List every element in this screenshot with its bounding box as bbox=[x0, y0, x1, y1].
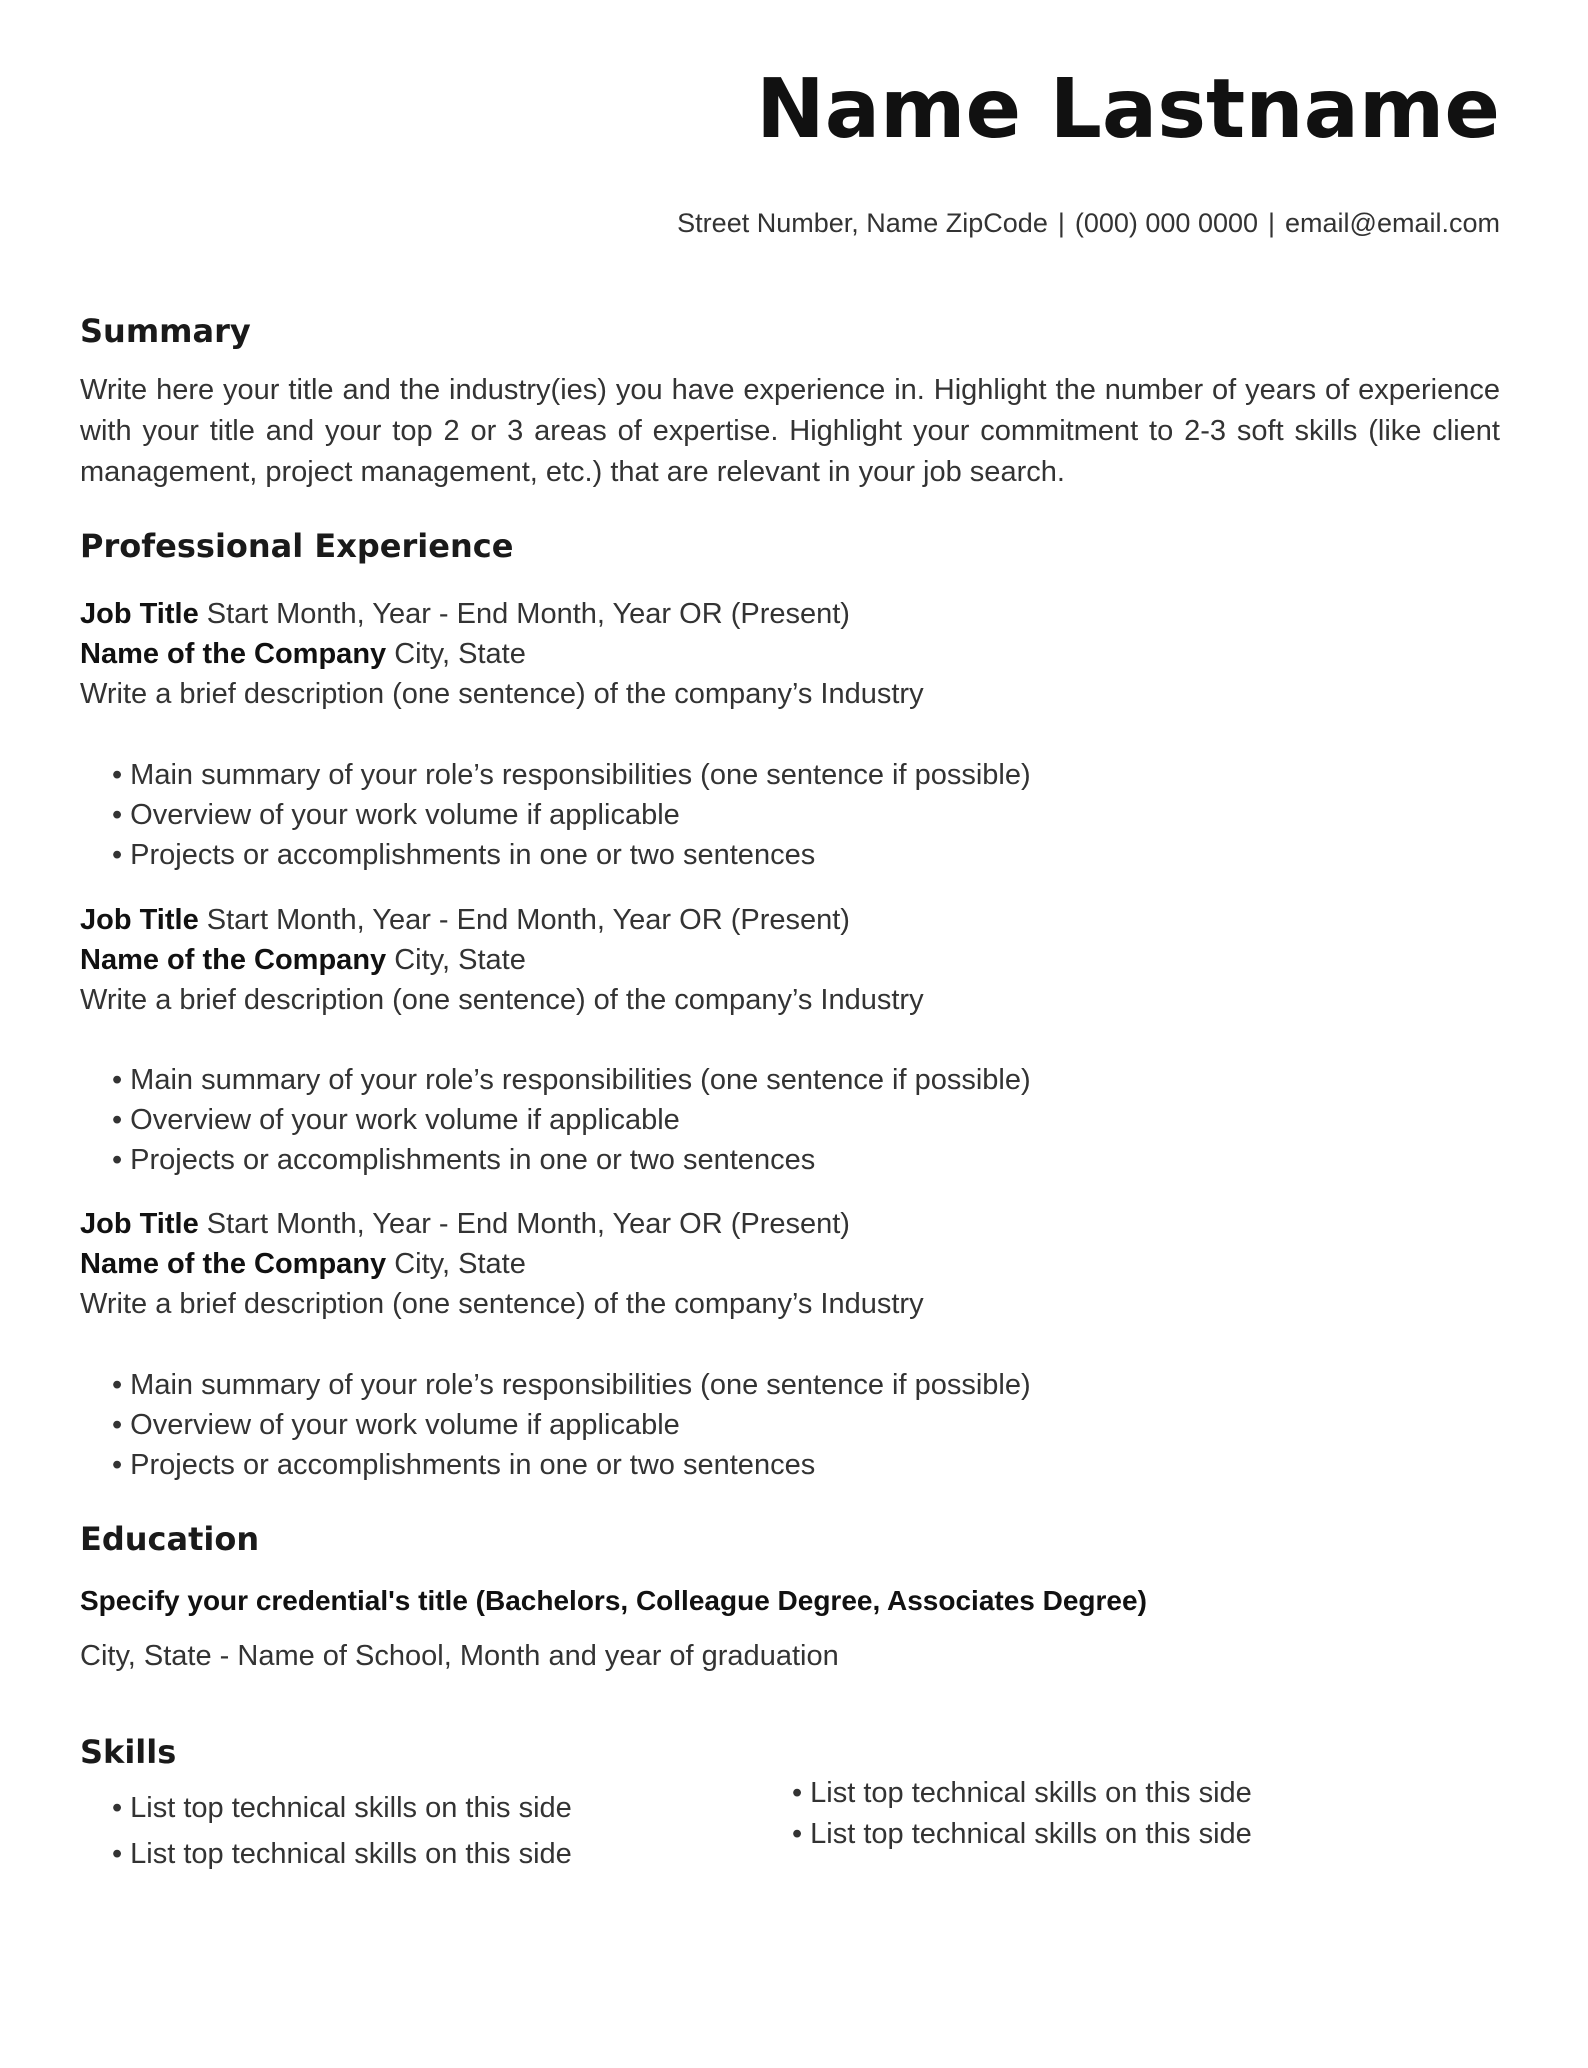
bullet-item: • Projects or accomplishments in one or two sentences bbox=[112, 1445, 1031, 1485]
job-dates: Start Month, Year - End Month, Year OR (Present) bbox=[206, 904, 850, 936]
skill-item: • List top technical skills on this side bbox=[112, 1785, 572, 1831]
job-bullets bbox=[112, 755, 1031, 875]
separator: | bbox=[1268, 208, 1276, 238]
skill-item: • List top technical skills on this side bbox=[792, 1814, 1252, 1855]
contact-email: email@email.com bbox=[1285, 208, 1500, 238]
summary-heading: Summary bbox=[80, 312, 251, 350]
skills-left-list bbox=[112, 1785, 572, 1877]
contact-line bbox=[677, 208, 1500, 239]
education-heading: Education bbox=[80, 1520, 260, 1558]
summary-text: Write here your title and the industry(ies) you have experience in. Highlight the number of years of experience with your title and your top 2 or 3 areas of expertise. Highlight your commitment to 2-3 soft skills (like client management, project management, etc.) that are relevant in your job search. bbox=[80, 374, 1500, 488]
company-location: City, State bbox=[394, 638, 526, 670]
job-bullets bbox=[112, 1060, 1031, 1180]
job-title-line bbox=[80, 594, 850, 634]
company-line bbox=[80, 634, 526, 674]
bullet-item: • Main summary of your role’s responsibilities (one sentence if possible) bbox=[112, 755, 1031, 795]
company-location: City, State bbox=[394, 1248, 526, 1280]
company-name: Name of the Company bbox=[80, 638, 387, 670]
company-line bbox=[80, 940, 526, 980]
job-title-line bbox=[80, 900, 850, 940]
company-name: Name of the Company bbox=[80, 944, 387, 976]
bullet-item: • Overview of your work volume if applicable bbox=[112, 795, 1031, 835]
company-description: Write a brief description (one sentence) of the company’s Industry bbox=[80, 984, 924, 1016]
company-description: Write a brief description (one sentence) of the company’s Industry bbox=[80, 1288, 924, 1320]
skills-right-list bbox=[792, 1773, 1252, 1855]
bullet-item: • Overview of your work volume if applicable bbox=[112, 1405, 1031, 1445]
job-title: Job Title bbox=[80, 904, 199, 936]
skill-item: • List top technical skills on this side bbox=[792, 1773, 1252, 1814]
bullet-item: • Main summary of your role’s responsibilities (one sentence if possible) bbox=[112, 1365, 1031, 1405]
company-description: Write a brief description (one sentence) of the company’s Industry bbox=[80, 678, 924, 710]
contact-phone: (000) 000 0000 bbox=[1074, 208, 1259, 238]
job-bullets bbox=[112, 1365, 1031, 1485]
skills-heading: Skills bbox=[80, 1733, 177, 1771]
separator: | bbox=[1057, 208, 1065, 238]
contact-address: Street Number, Name ZipCode bbox=[677, 208, 1048, 238]
job-dates: Start Month, Year - End Month, Year OR (Present) bbox=[206, 1208, 850, 1240]
job-title-line bbox=[80, 1204, 850, 1244]
bullet-item: • Main summary of your role’s responsibilities (one sentence if possible) bbox=[112, 1060, 1031, 1100]
bullet-item: • Projects or accomplishments in one or two sentences bbox=[112, 1140, 1031, 1180]
candidate-name: Name Lastname bbox=[756, 62, 1500, 157]
job-title: Job Title bbox=[80, 1208, 199, 1240]
job-dates: Start Month, Year - End Month, Year OR (Present) bbox=[206, 598, 850, 630]
job-title: Job Title bbox=[80, 598, 199, 630]
skill-item: • List top technical skills on this side bbox=[112, 1831, 572, 1877]
credential-title: Specify your credential's title (Bachelors, Colleague Degree, Associates Degree) bbox=[80, 1585, 1147, 1616]
experience-heading: Professional Experience bbox=[80, 527, 514, 565]
company-name: Name of the Company bbox=[80, 1248, 387, 1280]
bullet-item: • Overview of your work volume if applicable bbox=[112, 1100, 1031, 1140]
school-detail: City, State - Name of School, Month and year of graduation bbox=[80, 1640, 839, 1672]
company-location: City, State bbox=[394, 944, 526, 976]
company-line bbox=[80, 1244, 526, 1284]
bullet-item: • Projects or accomplishments in one or two sentences bbox=[112, 835, 1031, 875]
